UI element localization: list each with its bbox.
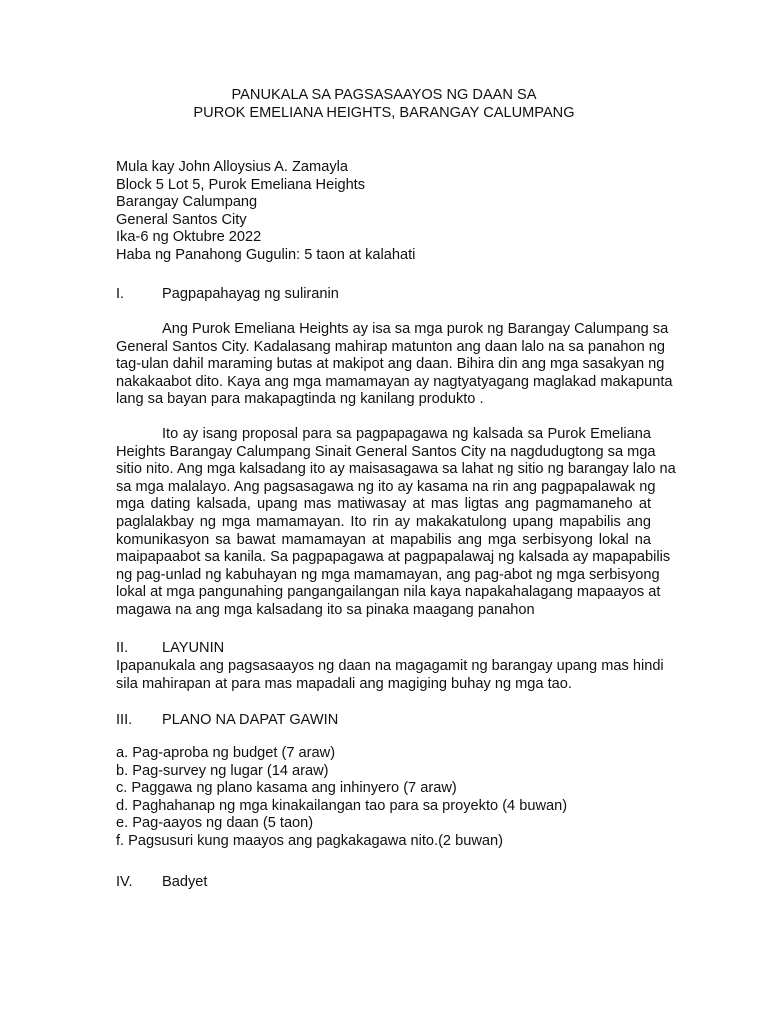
paragraph-line: tag-ulan dahil maraming butas at makipot ang daan. Bihira din ang mga sasakyan ng [116,356,665,373]
paragraph-line: komunikasyon sa bawat mamamayan at mapabilis ang mga serbisyong lokal na [116,531,651,548]
plan-list [116,745,567,851]
sender-name: Mula kay John Alloysius A. Zamayla [116,159,348,175]
sender-address-2: Barangay Calumpang [116,194,258,211]
section-4-number: IV. [116,874,133,890]
project-duration: Haba ng Panahong Gugulin: 5 taon at kalahati [116,246,416,263]
section-2-body [116,658,664,693]
list-item: a. Pag-aproba ng budget (7 araw) [116,745,336,761]
paragraph-line: paglalakbay ng mga mamamayan. Ito rin ay makakatulong upang mapabilis ang [116,513,651,530]
list-item: b. Pag-survey ng lugar (14 araw) [116,762,329,779]
sender-block [116,159,656,265]
section-2-heading [116,640,224,658]
section-3-title: PLANO NA DAPAT GAWIN [162,712,339,728]
paragraph-line: maipapaabot sa kanila. Sa pagpapagawa at pagpapalawaj ng kalsada ay mapapabilis [116,549,671,566]
section-1-number: I. [116,286,125,302]
section-1-paragraph-1 [116,321,673,409]
section-3-number: III. [116,712,133,728]
section-4-title: Badyet [162,874,208,890]
paragraph-line: nakakaabot dito. Kaya ang mga mamamayan ay nagtyatyagang maglakad makapunta [116,373,673,390]
title-line-2: PUROK EMELIANA HEIGHTS, BARANGAY CALUMPANG [193,104,575,121]
paragraph-line: Ang Purok Emeliana Heights ay isa sa mga purok ng Barangay Calumpang sa [162,321,669,337]
section-2-title: LAYUNIN [162,640,225,656]
list-item: d. Paghahanap ng mga kinakailangan tao para sa proyekto (4 buwan) [116,797,568,814]
list-item: f. Pagsusuri kung maayos ang pagkakagawa nito.(2 buwan) [116,832,503,849]
section-4-heading [116,874,207,892]
section-3-heading [116,712,338,730]
document-date: Ika-6 ng Oktubre 2022 [116,229,262,246]
paragraph-line: ng pag-unlad ng kabuhayan ng mga mamamayan, ang pag-abot ng mga serbisyong [116,566,660,583]
paragraph-line: General Santos City. Kadalasang mahirap matunton ang daan lalo na sa panahon ng [116,338,665,355]
section-1-heading [116,286,339,304]
title-line-1: PANUKALA SA PAGSASAAYOS NG DAAN SA [231,87,537,103]
sender-address-1: Block 5 Lot 5, Purok Emeliana Heights [116,176,366,193]
paragraph-line: sila mahirapan at para mas mapadali ang magiging buhay ng mga tao. [116,675,572,692]
paragraph-line: Ipapanukala ang pagsasaayos ng daan na magagamit ng barangay upang mas hindi [116,658,664,674]
paragraph-line: lokal at mga pangunahing pangangailangan nila kaya napakahalagang mapaayos at [116,584,661,601]
section-1-paragraph-2 [116,426,676,620]
section-2-number: II. [116,640,129,656]
paragraph-line: sitio nito. Ang mga kalsadang ito ay maisasagawa sa lahat ng sitio ng barangay lalo na [116,461,676,478]
list-item: e. Pag-aayos ng daan (5 taon) [116,815,314,832]
list-item: c. Paggawa ng plano kasama ang inhinyero (7 araw) [116,780,457,797]
document-title [116,87,652,122]
paragraph-line: magawa na ang mga kalsadang ito sa pinaka maagang panahon [116,601,535,618]
paragraph-line: sa mga malalayo. Ang pagsasagawa ng ito ay kasama na rin ang pagpapalawak ng [116,478,656,495]
paragraph-line: mga dating kalsada, upang mas matiwasay at mas ligtas ang pagmamaneho at [116,496,651,513]
section-1-title: Pagpapahayag ng suliranin [162,286,339,302]
paragraph-line: lang sa bayan para makapagtinda ng kanilang produkto . [116,391,484,408]
sender-city: General Santos City [116,211,247,228]
paragraph-line: Ito ay isang proposal para sa pagpapagawa ng kalsada sa Purok Emeliana [162,426,651,442]
paragraph-line: Heights Barangay Calumpang Sinait General Santos City na nagdudugtong sa mga [116,443,656,460]
